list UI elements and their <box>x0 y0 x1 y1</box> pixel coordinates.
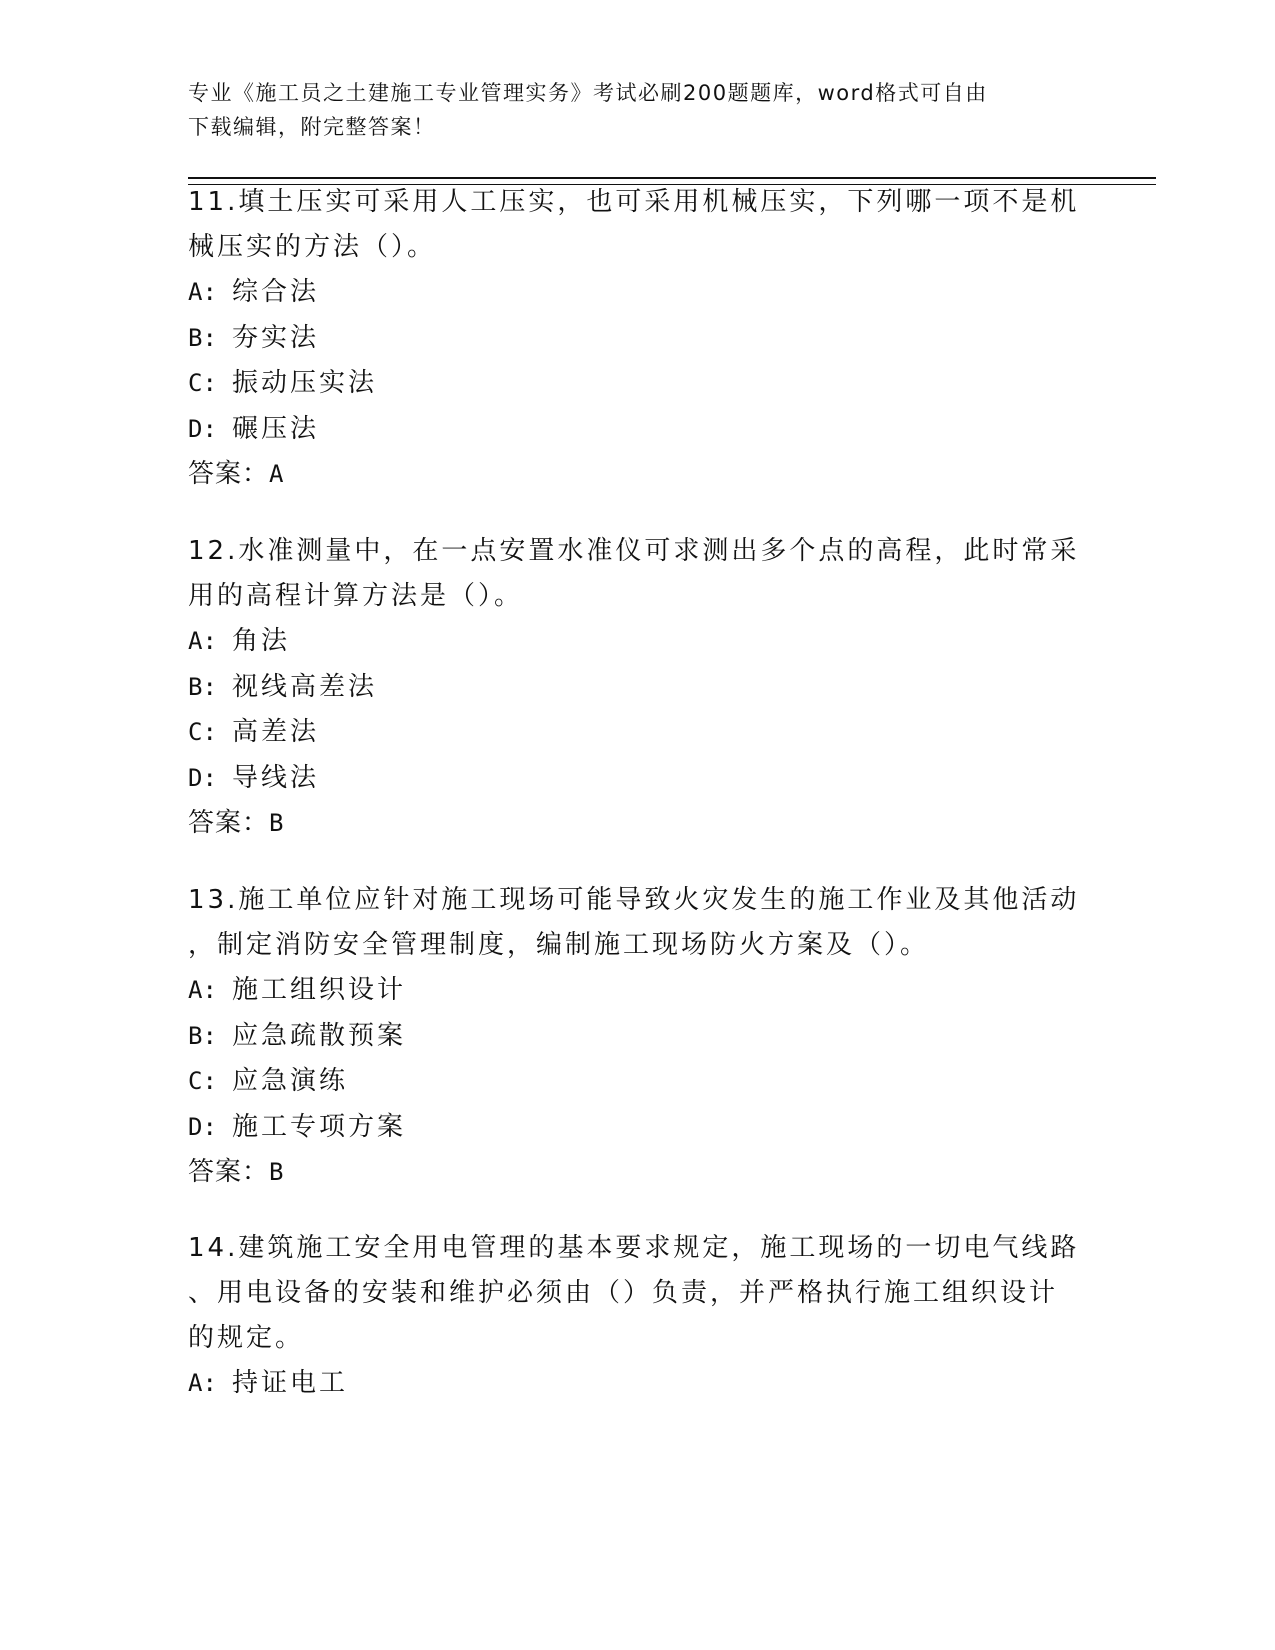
option-letter: B: <box>188 323 217 352</box>
option-text: 应急疏散预案 <box>232 1020 407 1051</box>
question-14 <box>188 1226 1088 1407</box>
option-b <box>188 316 1088 362</box>
question-text-line: 的规定。 <box>188 1323 305 1353</box>
option-text: 施工组织设计 <box>232 975 407 1005</box>
option-letter: C: <box>188 718 217 746</box>
answer-line <box>188 452 1088 497</box>
option-letter: A: <box>188 278 217 306</box>
answer-line <box>188 1150 1088 1195</box>
option-text: 应急演练 <box>232 1066 349 1096</box>
option-text: 碾压法 <box>232 413 320 444</box>
option-text: 施工专项方案 <box>232 1111 407 1142</box>
header-line-2: 下载编辑，附完整答案！ <box>188 115 436 139</box>
option-letter: D: <box>188 763 217 792</box>
header-divider-thick <box>188 177 1156 179</box>
option-a <box>188 270 1088 316</box>
option-d <box>188 1105 1088 1151</box>
option-c <box>188 361 1088 407</box>
option-text: 高差法 <box>232 717 320 747</box>
option-letter: C: <box>188 369 217 397</box>
question-text-line: 13.施工单位应针对施工现场可能导致火灾发生的施工作业及其他活动 <box>188 885 1080 915</box>
option-text: 视线高差法 <box>232 671 378 702</box>
answer-line <box>188 801 1088 846</box>
option-text: 夯实法 <box>232 322 320 353</box>
question-text-line: 14.建筑施工安全用电管理的基本要求规定，施工现场的一切电气线路 <box>188 1233 1080 1263</box>
option-letter: B: <box>188 1021 217 1050</box>
option-letter: D: <box>188 414 217 443</box>
question-text-line: 用的高程计算方法是（）。 <box>188 581 524 611</box>
option-text: 角法 <box>232 626 291 656</box>
option-letter: A: <box>188 976 217 1004</box>
option-d <box>188 756 1088 802</box>
option-c <box>188 710 1088 756</box>
option-a <box>188 968 1088 1014</box>
option-b <box>188 665 1088 711</box>
answer-label: 答案： <box>188 808 270 838</box>
answer-label: 答案： <box>188 459 270 489</box>
answer-label: 答案： <box>188 1157 270 1187</box>
option-text: 导线法 <box>232 762 320 793</box>
option-text: 振动压实法 <box>232 368 378 398</box>
option-text: 综合法 <box>232 277 320 307</box>
option-letter: A: <box>188 1369 217 1397</box>
option-a <box>188 619 1088 665</box>
question-text-line: 械压实的方法（）。 <box>188 232 437 262</box>
question-text-line: 11.填土压实可采用人工压实，也可采用机械压实，下列哪一项不是机 <box>188 187 1080 217</box>
option-letter: C: <box>188 1067 217 1095</box>
question-text-line: 12.水准测量中，在一点安置水准仪可求测出多个点的高程，此时常采 <box>188 536 1080 566</box>
header-line-1: 专业《施工员之土建施工专业管理实务》考试必刷200题题库，word格式可自由 <box>188 81 988 105</box>
option-text: 持证电工 <box>232 1368 349 1398</box>
answer-value: B <box>269 809 284 837</box>
option-d <box>188 407 1088 453</box>
option-letter: D: <box>188 1112 217 1141</box>
option-b <box>188 1014 1088 1060</box>
answer-value: B <box>269 1158 284 1186</box>
option-a <box>188 1361 1088 1407</box>
question-12 <box>188 529 1088 846</box>
option-letter: A: <box>188 627 217 655</box>
option-letter: B: <box>188 672 217 701</box>
document-header <box>188 76 1068 144</box>
question-11 <box>188 180 1088 497</box>
question-13 <box>188 878 1088 1195</box>
option-c <box>188 1059 1088 1105</box>
question-text-line: ，制定消防安全管理制度，编制施工现场防火方案及（）。 <box>188 930 930 960</box>
answer-value: A <box>269 460 284 488</box>
question-text-line: 、用电设备的安装和维护必须由（）负责，并严格执行施工组织设计 <box>188 1278 1059 1308</box>
